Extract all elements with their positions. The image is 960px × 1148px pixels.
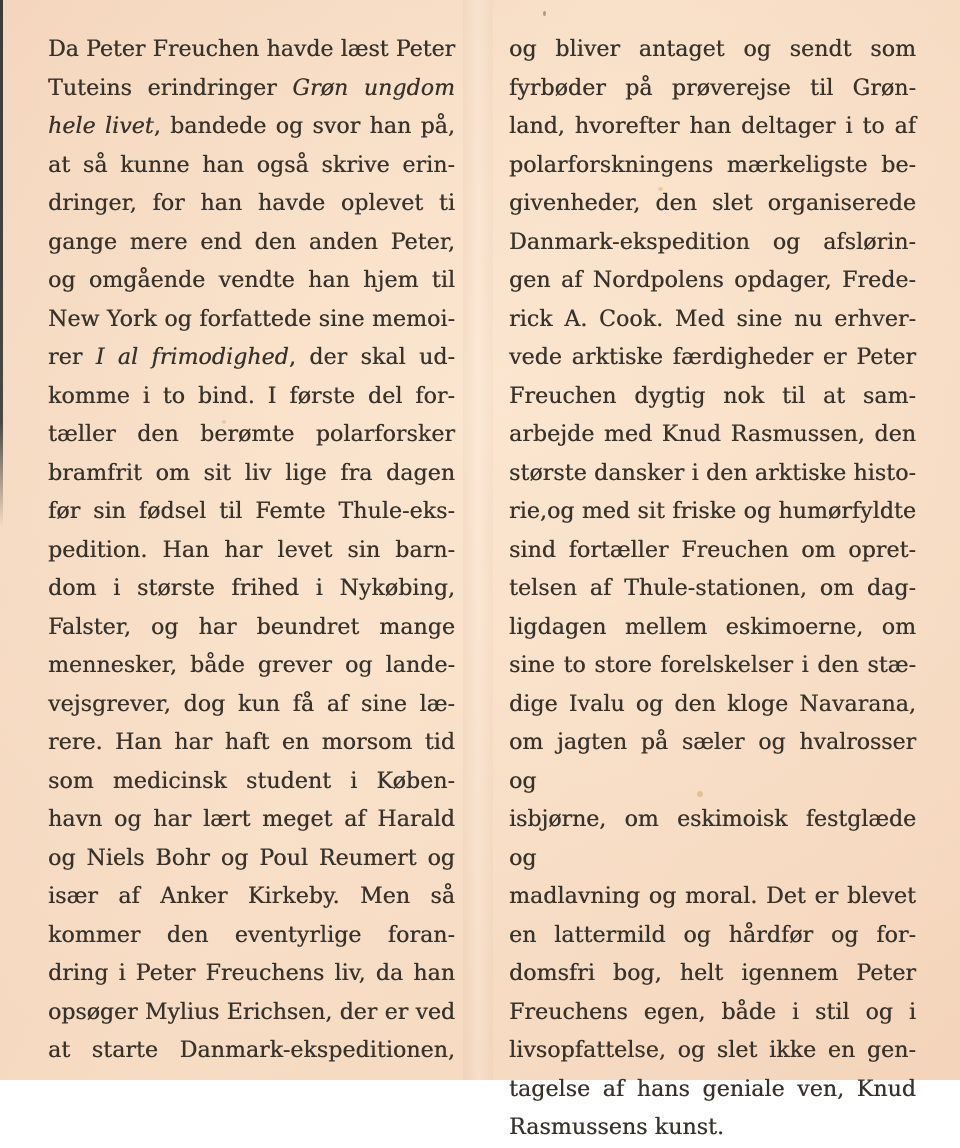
text-line: opsøger Mylius Erichsen, der er ved	[48, 999, 455, 1025]
text-columns	[48, 31, 916, 1148]
text-line: telsen af Thule-stationen, om dag-	[509, 576, 916, 601]
text-line: at starte Danmark-ekspeditionen,	[48, 1038, 455, 1063]
text-line: tæller den berømte polarforsker	[48, 422, 455, 447]
text-line: Tuteins erindringer Grøn ungdom	[48, 75, 455, 101]
text-line: vede arktiske færdigheder er Peter	[509, 345, 916, 370]
text-line: som medicinsk student i Køben-	[48, 768, 455, 794]
text-line: og omgående vendte han hjem til	[48, 268, 455, 293]
text-line: madlavning og moral. Det er blevet	[509, 884, 916, 909]
text-line: Freuchens egen, både i stil og i	[509, 999, 916, 1025]
text-line: kommer den eventyrlige foran-	[48, 922, 455, 948]
text-line: dring i Peter Freuchens liv, da han	[48, 961, 455, 986]
text-line: Danmark-ekspedition og afslørin-	[509, 229, 916, 255]
text-line: tagelse af hans geniale ven, Knud	[509, 1076, 916, 1102]
text-line: en lattermild og hårdfør og for-	[509, 922, 916, 948]
text-line: dringer, for han havde oplevet ti	[48, 191, 455, 216]
text-line: mennesker, både grever og lande-	[48, 653, 455, 678]
text-line: livsopfattelse, og slet ikke en gen-	[509, 1038, 916, 1063]
text-line: land, hvorefter han deltager i to af	[509, 114, 916, 139]
text-line: polarforskningens mærkeligste be-	[509, 152, 916, 178]
text-line: dige Ivalu og den kloge Navarana,	[509, 691, 916, 717]
text-line: sind fortæller Freuchen om opret-	[509, 537, 916, 563]
text-line: arbejde med Knud Rasmussen, den	[509, 422, 916, 447]
text-line: Freuchen dygtig nok til at sam-	[509, 383, 916, 409]
text-line: rer I al frimodighed, der skal ud-	[48, 345, 455, 370]
scan-edge-line	[0, 0, 3, 527]
text-line: bramfrit om sit liv lige fra dagen	[48, 460, 455, 486]
text-line: gen af Nordpolens opdager, Frede-	[509, 268, 916, 293]
text-line: især af Anker Kirkeby. Men så	[48, 884, 455, 909]
text-line: New York og forfattede sine memoi-	[48, 306, 455, 332]
text-line: fyrbøder på prøverejse til Grøn-	[509, 75, 916, 101]
text-line: sine to store forelskelser i den stæ-	[509, 653, 916, 678]
text-line: domsfri bog, helt igennem Peter	[509, 961, 916, 986]
text-line: gange mere end den anden Peter,	[48, 229, 455, 255]
text-line: havn og har lært meget af Harald	[48, 807, 455, 832]
text-line: Rasmussens kunst.	[509, 1115, 725, 1140]
text-line: dom i største frihed i Nykøbing,	[48, 576, 455, 601]
text-line: pedition. Han har levet sin barn-	[48, 537, 455, 563]
text-line: komme i to bind. I første del for-	[48, 383, 455, 409]
text-line: og Niels Bohr og Poul Reumert og	[48, 845, 455, 871]
text-line: givenheder, den slet organiserede	[509, 191, 916, 216]
text-line: Falster, og har beundret mange	[48, 614, 455, 640]
text-line: rie,og med sit friske og humørfyldte	[509, 499, 916, 524]
text-line: ligdagen mellem eskimoerne, om	[509, 614, 916, 640]
paper-speck	[543, 11, 546, 16]
text-line: at så kunne han også skrive erin-	[48, 152, 455, 178]
text-line: hele livet, bandede og svor han på,	[48, 114, 455, 139]
right-column	[509, 31, 916, 1148]
text-line: største dansker i den arktiske histo-	[509, 460, 916, 486]
text-line: før sin fødsel til Femte Thule-eks-	[48, 499, 455, 524]
text-line: isbjørne, om eskimoisk festglæde og	[509, 807, 916, 871]
text-line: rick A. Cook. Med sine nu erhver-	[509, 306, 916, 332]
text-line: vejsgrever, dog kun få af sine læ-	[48, 691, 455, 717]
text-line: om jagten på sæler og hvalrosser og	[509, 730, 916, 794]
text-line: Da Peter Freuchen havde læst Peter	[48, 37, 455, 62]
left-column	[48, 31, 455, 1148]
text-line: rere. Han har haft en morsom tid	[48, 730, 455, 755]
text-line: og bliver antaget og sendt som	[509, 37, 916, 62]
